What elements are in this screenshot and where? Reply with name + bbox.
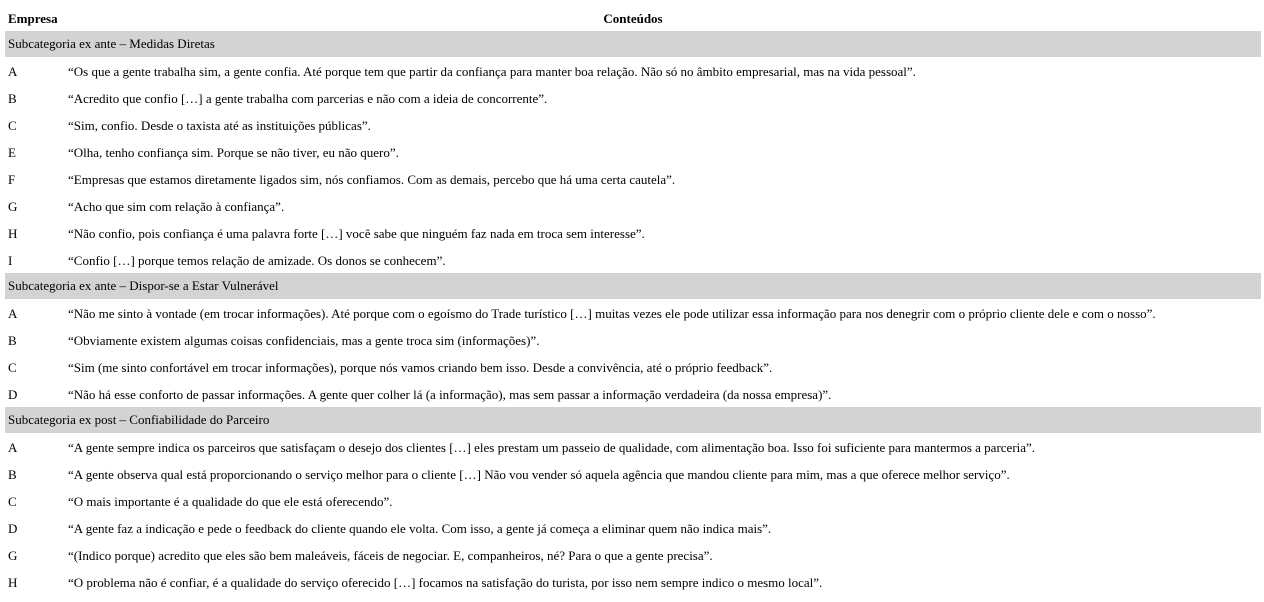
quote-cell: “Não me sinto à vontade (em trocar informações). Até porque com o egoísmo do Trade turístico […] muitas vezes ele pode utilizar essa informação para nos denegrir com o próprio cliente dele e com o nosso”. [68, 306, 1156, 321]
table-row [5, 84, 1261, 111]
company-cell: G [8, 548, 18, 563]
table-row [5, 460, 1261, 487]
company-cell: D [8, 387, 18, 402]
table-row [5, 299, 1261, 326]
company-cell: C [8, 494, 17, 509]
table-row [5, 568, 1261, 595]
subcategory-header: Subcategoria ex ante – Medidas Diretas [5, 31, 1261, 57]
quote-cell: “O mais importante é a qualidade do que ele está oferecendo”. [68, 494, 393, 509]
company-cell: C [8, 118, 17, 133]
company-cell: A [8, 64, 18, 79]
quote-cell: “A gente sempre indica os parceiros que satisfaçam o desejo dos clientes […] eles prestam um passeio de qualidade, com alimentação boa. Isso foi suficiente para mantermos a parceria”. [68, 440, 1036, 455]
company-cell: B [8, 91, 17, 106]
quote-cell: “Sim, confio. Desde o taxista até as instituições públicas”. [68, 118, 371, 133]
table-row [5, 353, 1261, 380]
quote-cell: “O problema não é confiar, é a qualidade do serviço oferecido […] focamos na satisfação do turista, por isso nem sempre indico o mesmo local”. [68, 575, 823, 590]
company-cell: A [8, 306, 18, 321]
quotes-table [5, 5, 1261, 595]
company-cell: I [8, 253, 13, 268]
table-header [5, 5, 1261, 31]
quote-cell: “Confio […] porque temos relação de amizade. Os donos se conhecem”. [68, 253, 446, 268]
table-row [5, 326, 1261, 353]
table-row [5, 433, 1261, 460]
table-row [5, 487, 1261, 514]
company-cell: A [8, 440, 18, 455]
company-cell: H [8, 226, 18, 241]
header-empresa: Empresa [8, 11, 58, 26]
company-cell: C [8, 360, 17, 375]
table-row [5, 246, 1261, 273]
quote-cell: “Empresas que estamos diretamente ligados sim, nós confiamos. Com as demais, percebo que há uma certa cautela”. [68, 172, 676, 187]
quote-cell: “Obviamente existem algumas coisas confidenciais, mas a gente troca sim (informações)”. [68, 333, 540, 348]
table-row [5, 138, 1261, 165]
quote-cell: “Acredito que confio […] a gente trabalha com parcerias e não com a ideia de concorrente”. [68, 91, 548, 106]
table-row [5, 380, 1261, 407]
quote-cell: “A gente observa qual está proporcionando o serviço melhor para o cliente […] Não vou vender só aquela agência que mandou cliente para mim, mas a que oferece melhor serviço”. [68, 467, 1010, 482]
table-row [5, 192, 1261, 219]
table-body [5, 31, 1261, 595]
table-row [5, 165, 1261, 192]
quote-cell: “Acho que sim com relação à confiança”. [68, 199, 285, 214]
company-cell: G [8, 199, 18, 214]
quote-cell: “Não há esse conforto de passar informações. A gente quer colher lá (a informação), mas sem passar a informação verdadeira (da nossa empresa)”. [68, 387, 832, 402]
quote-cell: “Sim (me sinto confortável em trocar informações), porque nós vamos criando bem isso. Desde a convivência, até o próprio feedback”. [68, 360, 773, 375]
table-row [5, 57, 1261, 84]
company-cell: B [8, 467, 17, 482]
company-cell: B [8, 333, 17, 348]
quote-cell: “(Indico porque) acredito que eles são bem maleáveis, fáceis de negociar. E, companheiros, né? Para o que a gente precisa”. [68, 548, 713, 563]
subcategory-header: Subcategoria ex ante – Dispor-se a Estar Vulnerável [5, 273, 1261, 299]
company-cell: H [8, 575, 18, 590]
quote-cell: “Os que a gente trabalha sim, a gente confia. Até porque tem que partir da confiança para manter boa relação. Não só no âmbito empresarial, mas na vida pessoal”. [68, 64, 916, 79]
company-cell: E [8, 145, 16, 160]
table-row [5, 514, 1261, 541]
company-cell: F [8, 172, 16, 187]
table-row [5, 219, 1261, 246]
quote-cell: “A gente faz a indicação e pede o feedback do cliente quando ele volta. Com isso, a gente já começa a eliminar quem não indica mais”. [68, 521, 772, 536]
table-row [5, 111, 1261, 138]
quote-cell: “Não confio, pois confiança é uma palavra forte […] você sabe que ninguém faz nada em troca sem interesse”. [68, 226, 645, 241]
subcategory-header: Subcategoria ex post – Confiabilidade do Parceiro [5, 407, 1261, 433]
header-conteudos: Conteúdos [603, 11, 663, 26]
quote-cell: “Olha, tenho confiança sim. Porque se não tiver, eu não quero”. [68, 145, 399, 160]
company-cell: D [8, 521, 18, 536]
table-row [5, 541, 1261, 568]
